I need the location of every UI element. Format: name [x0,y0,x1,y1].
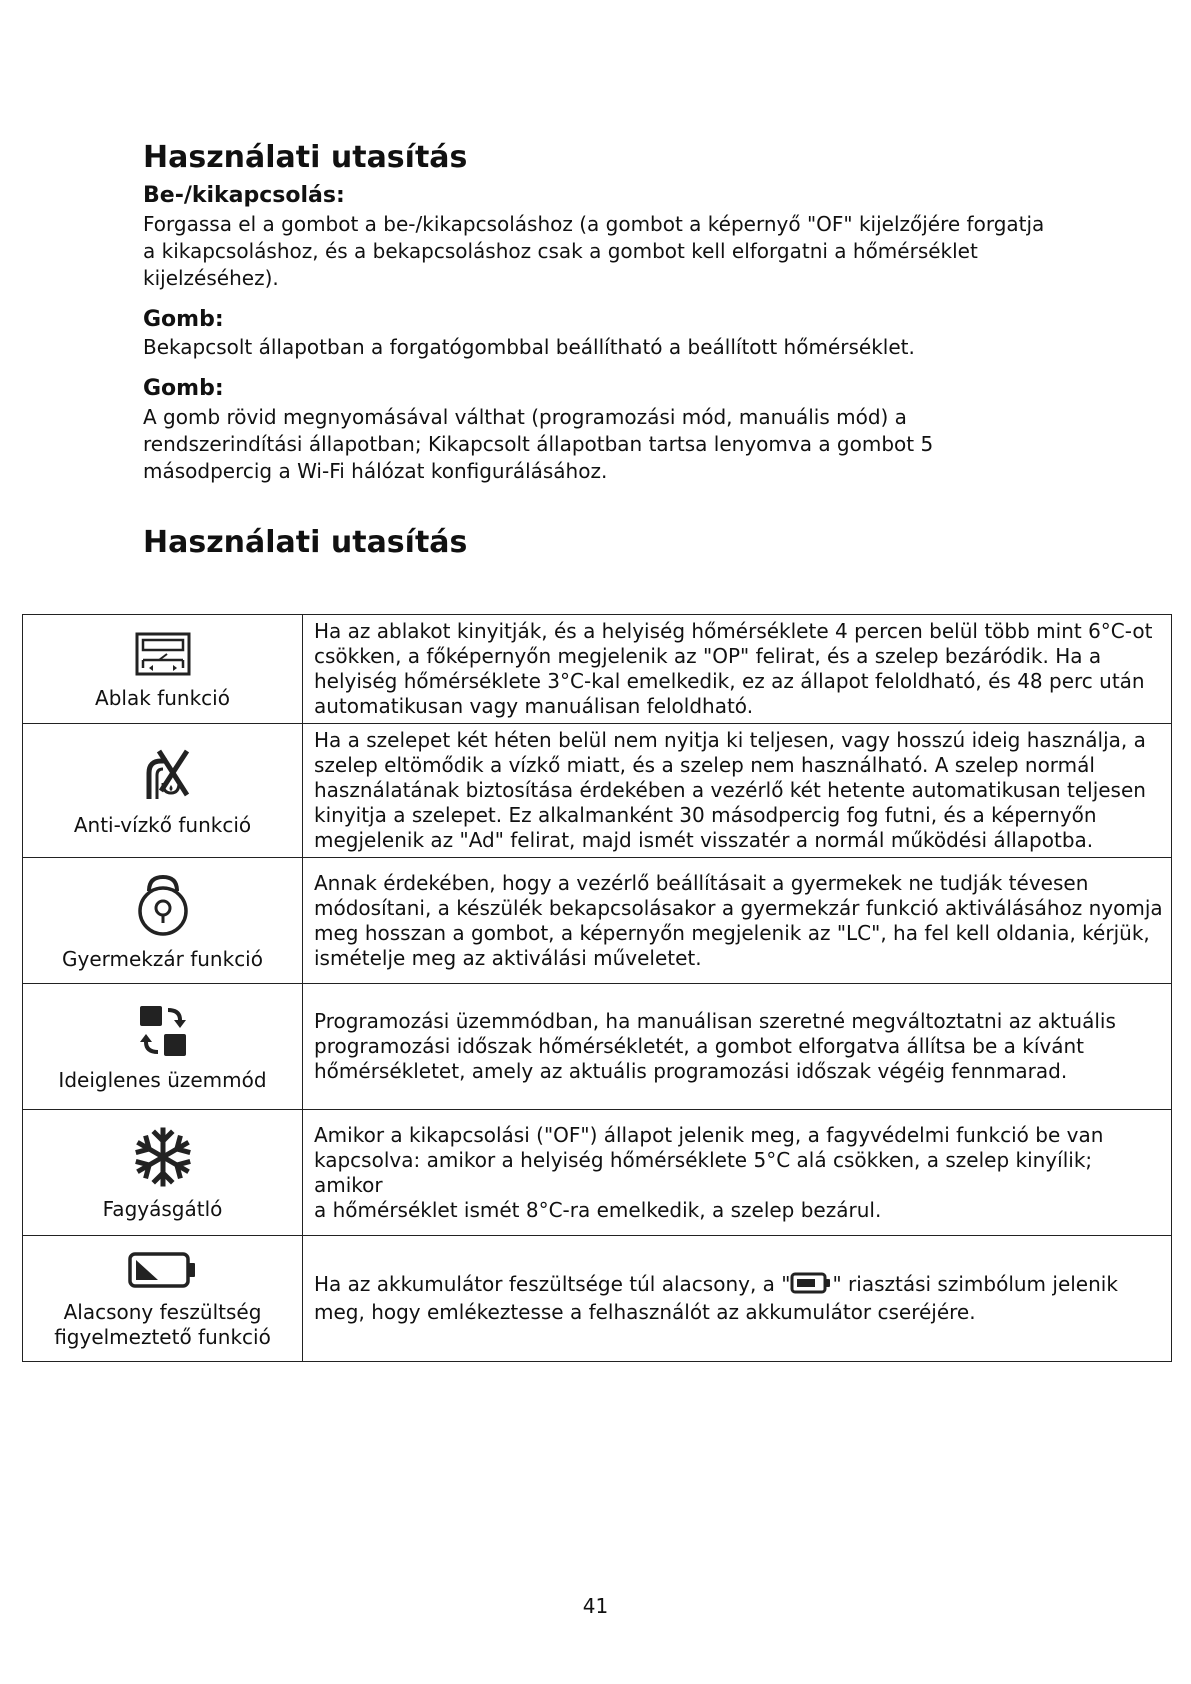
section-heading: Be-/kikapcsolás: [143,183,345,208]
function-label: Alacsony feszültség [63,1299,262,1324]
function-description [303,615,1172,724]
function-label: Gyermekzár funkció [62,947,263,971]
description-line: kapcsolva: amikor a helyiség hőmérséklete 5°C alá csökken, a szelep kinyílik; amikor [314,1147,1093,1197]
page-number: 41 [582,1594,609,1618]
function-label: Ablak funkció [95,685,230,710]
description-line: Annak érdekében, hogy a vezérlő beállításait a gyermekek ne tudják tévesen [314,870,1089,895]
description-line: programozási időszak hőmérsékletét, a gombot elforgatva állítsa be a kívánt [314,1034,1085,1058]
function-icon-cell [23,858,303,984]
description-line: ismételje meg az aktiválási műveletet. [314,945,702,970]
child-lock-icon [135,873,191,941]
anti-scale-icon [135,747,191,807]
low-battery-icon [128,1252,198,1292]
description-line: meg hosszan a gombot, a képernyőn megjelenik az "LC", ha fel kell oldania, kérjük, [314,920,1150,945]
page-title: Használati utasítás [143,140,468,175]
section-text-line: Bekapcsolt állapotban a forgatógombbal beállítható a beállított hőmérséklet. [143,335,915,360]
function-icon-cell [23,724,303,858]
section-heading: Gomb: [143,376,224,402]
description-line: meg, hogy emlékeztesse a felhasználót az akkumulátor cseréjére. [314,1300,976,1324]
description-line: helyiség hőmérséklete 3°C-kal emelkedik, ez az állapot feloldható, és 48 perc után [314,669,1145,693]
section-heading: Gomb: [143,306,224,332]
function-icon-cell [23,1236,303,1362]
description-line: a hőmérséklet ismét 8°C-ra emelkedik, a szelep bezárul. [314,1197,882,1222]
table-row [23,1236,1172,1362]
instructions-block [143,140,1073,485]
window-icon [135,632,191,680]
section-text-line: a kikapcsoláshoz, és a bekapcsoláshoz csak a gombot kell elforgatni a hőmérséklet [143,238,978,263]
table-row [23,615,1172,724]
description-text: " riasztási szimbólum jelenik [832,1272,1118,1296]
function-description [303,1236,1172,1362]
description-line: módosítani, a készülék bekapcsolásakor a gyermekzár funkció aktiválásához nyomja [314,895,1163,920]
section-text-line: kijelzéséhez). [143,265,279,290]
description-line: megjelenik az "Ad" felirat, majd ismét visszatér a normál működési állapotba. [314,828,1094,852]
function-label: Ideiglenes üzemmód [58,1068,267,1092]
function-icon-cell [23,1110,303,1236]
section-button [143,375,1073,485]
function-label: Anti-vízkő funkció [73,813,252,837]
table-row [23,858,1172,984]
functions-table [22,614,1172,1362]
table-row [23,984,1172,1110]
description-line: automatikusan vagy manuálisan feloldható. [314,694,754,718]
function-icon-cell [23,615,303,724]
table-row [23,724,1172,858]
table-title: Használati utasítás [143,525,468,560]
section-text-line: másodpercig a Wi-Fi hálózat konfigurálásához. [143,458,608,483]
description-line: Ha a szelepet két héten belül nem nyitja ki teljesen, vagy hosszú ideig használja, a [314,728,1146,752]
section-knob [143,306,1073,362]
description-line: Amikor a kikapcsolási ("OF") állapot jelenik meg, a fagyvédelmi funkció be van [314,1122,1104,1147]
description-line: kinyitja a szelepet. Ez alkalmanként 30 másodpercig fog futni, és a képernyőn [314,803,1097,827]
section-text-line: rendszerindítási állapotban; Kikapcsolt állapotban tartsa lenyomva a gombot 5 [143,431,934,456]
description-line: használatának biztosítása érdekében a vezérlő két hetente automatikusan teljesen [314,778,1146,802]
description-line: Programozási üzemmódban, ha manuálisan szeretné megváltoztatni az aktuális [314,1009,1116,1033]
table-row [23,1110,1172,1236]
function-label: Fagyásgátló [102,1197,223,1221]
description-line: szelep eltömődik a vízkő miatt, és a szelep nem használható. A szelep normál [314,753,1095,777]
description-text: Ha az akkumulátor feszültsége túl alacsony, a " [314,1272,791,1296]
description-line: Ha az ablakot kinyitják, és a helyiség hőmérséklete 4 percen belül több mint 6°C-ot [314,619,1153,643]
function-description [303,984,1172,1110]
function-label: figyelmeztető funkció [54,1324,271,1349]
function-description [303,858,1172,984]
description-line: hőmérsékletet, amely az aktuális programozási időszak végéig fennmarad. [314,1059,1068,1083]
temporary-mode-icon [138,1004,188,1062]
section-text-line: Forgassa el a gombot a be-/kikapcsoláshoz (a gombot a képernyő "OF" kijelzőjére forgatja [143,211,1045,236]
function-description [303,724,1172,858]
function-icon-cell [23,984,303,1110]
description-line [314,1272,1163,1300]
section-power [143,182,1073,292]
battery-alarm-icon [790,1272,832,1300]
function-description [303,1110,1172,1236]
description-line: csökken, a főképernyőn megjelenik az "OP" felirat, és a szelep bezáródik. Ha a [314,644,1102,668]
snowflake-icon [133,1127,193,1191]
section-text-line: A gomb rövid megnyomásával válthat (programozási mód, manuális mód) a [143,404,907,429]
